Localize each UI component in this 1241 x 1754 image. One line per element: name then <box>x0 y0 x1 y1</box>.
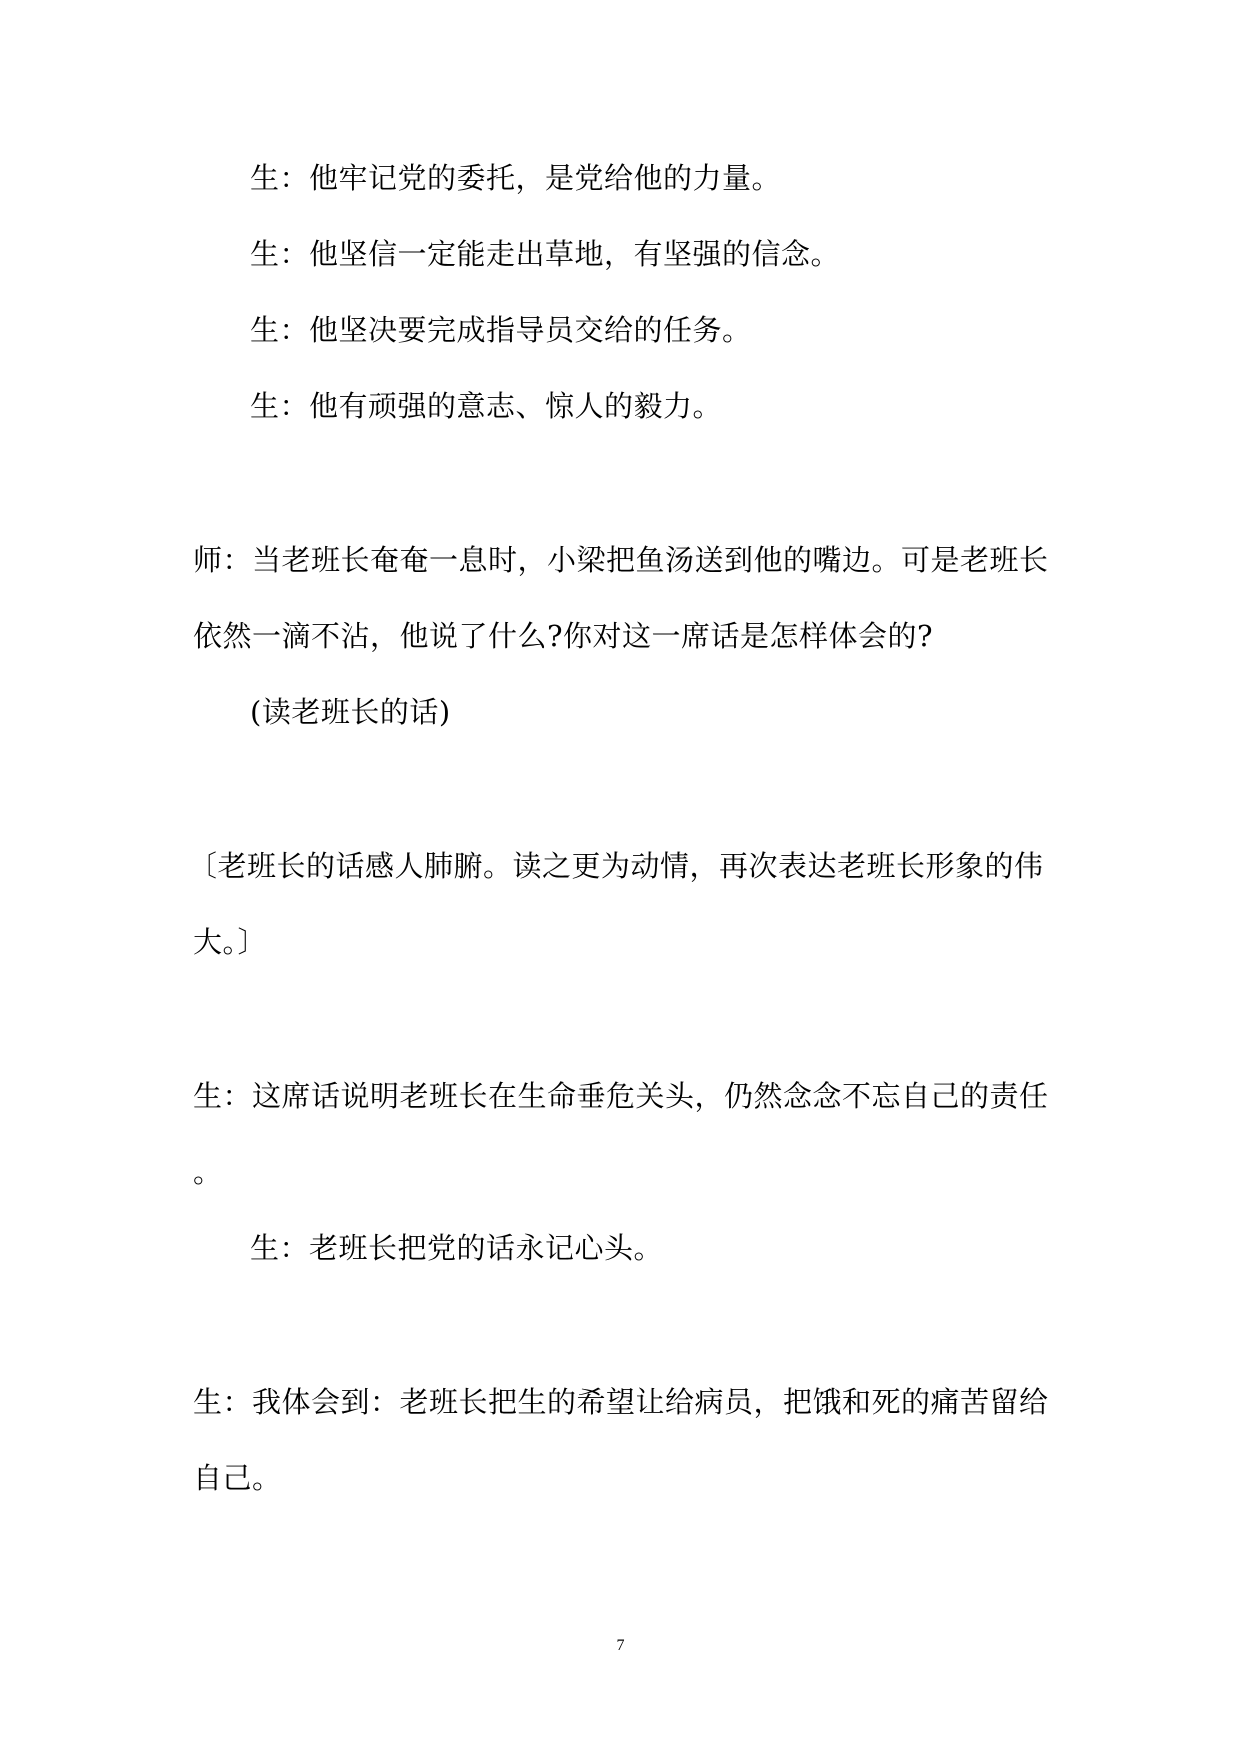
paragraph-line-13: 生：我体会到：老班长把生的希望让给病员，把饿和死的痛苦留给 <box>193 1385 1049 1419</box>
paragraph-line-11: 。 <box>193 1155 223 1189</box>
paragraph-line-6: 依然一滴不沾，他说了什么?你对这一席话是怎样体会的? <box>193 619 934 653</box>
paragraph-line-10: 生：这席话说明老班长在生命垂危关头，仍然念念不忘自己的责任 <box>193 1079 1049 1113</box>
paragraph-line-14: 自己。 <box>193 1461 282 1495</box>
paragraph-line-5: 师：当老班长奄奄一息时，小梁把鱼汤送到他的嘴边。可是老班长 <box>193 543 1049 577</box>
paragraph-line-4: 生：他有顽强的意志、惊人的毅力。 <box>250 389 723 423</box>
paragraph-line-3: 生：他坚决要完成指导员交给的任务。 <box>250 313 752 347</box>
paragraph-line-9: 大。〕 <box>193 925 268 959</box>
paragraph-line-7: (读老班长的话) <box>250 695 451 729</box>
paragraph-line-12: 生：老班长把党的话永记心头。 <box>250 1231 664 1265</box>
page-number: 7 <box>616 1637 625 1654</box>
paragraph-line-8: 〔老班长的话感人肺腑。读之更为动情，再次表达老班长形象的伟 <box>188 849 1044 883</box>
paragraph-line-2: 生：他坚信一定能走出草地，有坚强的信念。 <box>250 237 841 271</box>
paragraph-line-1: 生：他牢记党的委托，是党给他的力量。 <box>250 161 782 195</box>
